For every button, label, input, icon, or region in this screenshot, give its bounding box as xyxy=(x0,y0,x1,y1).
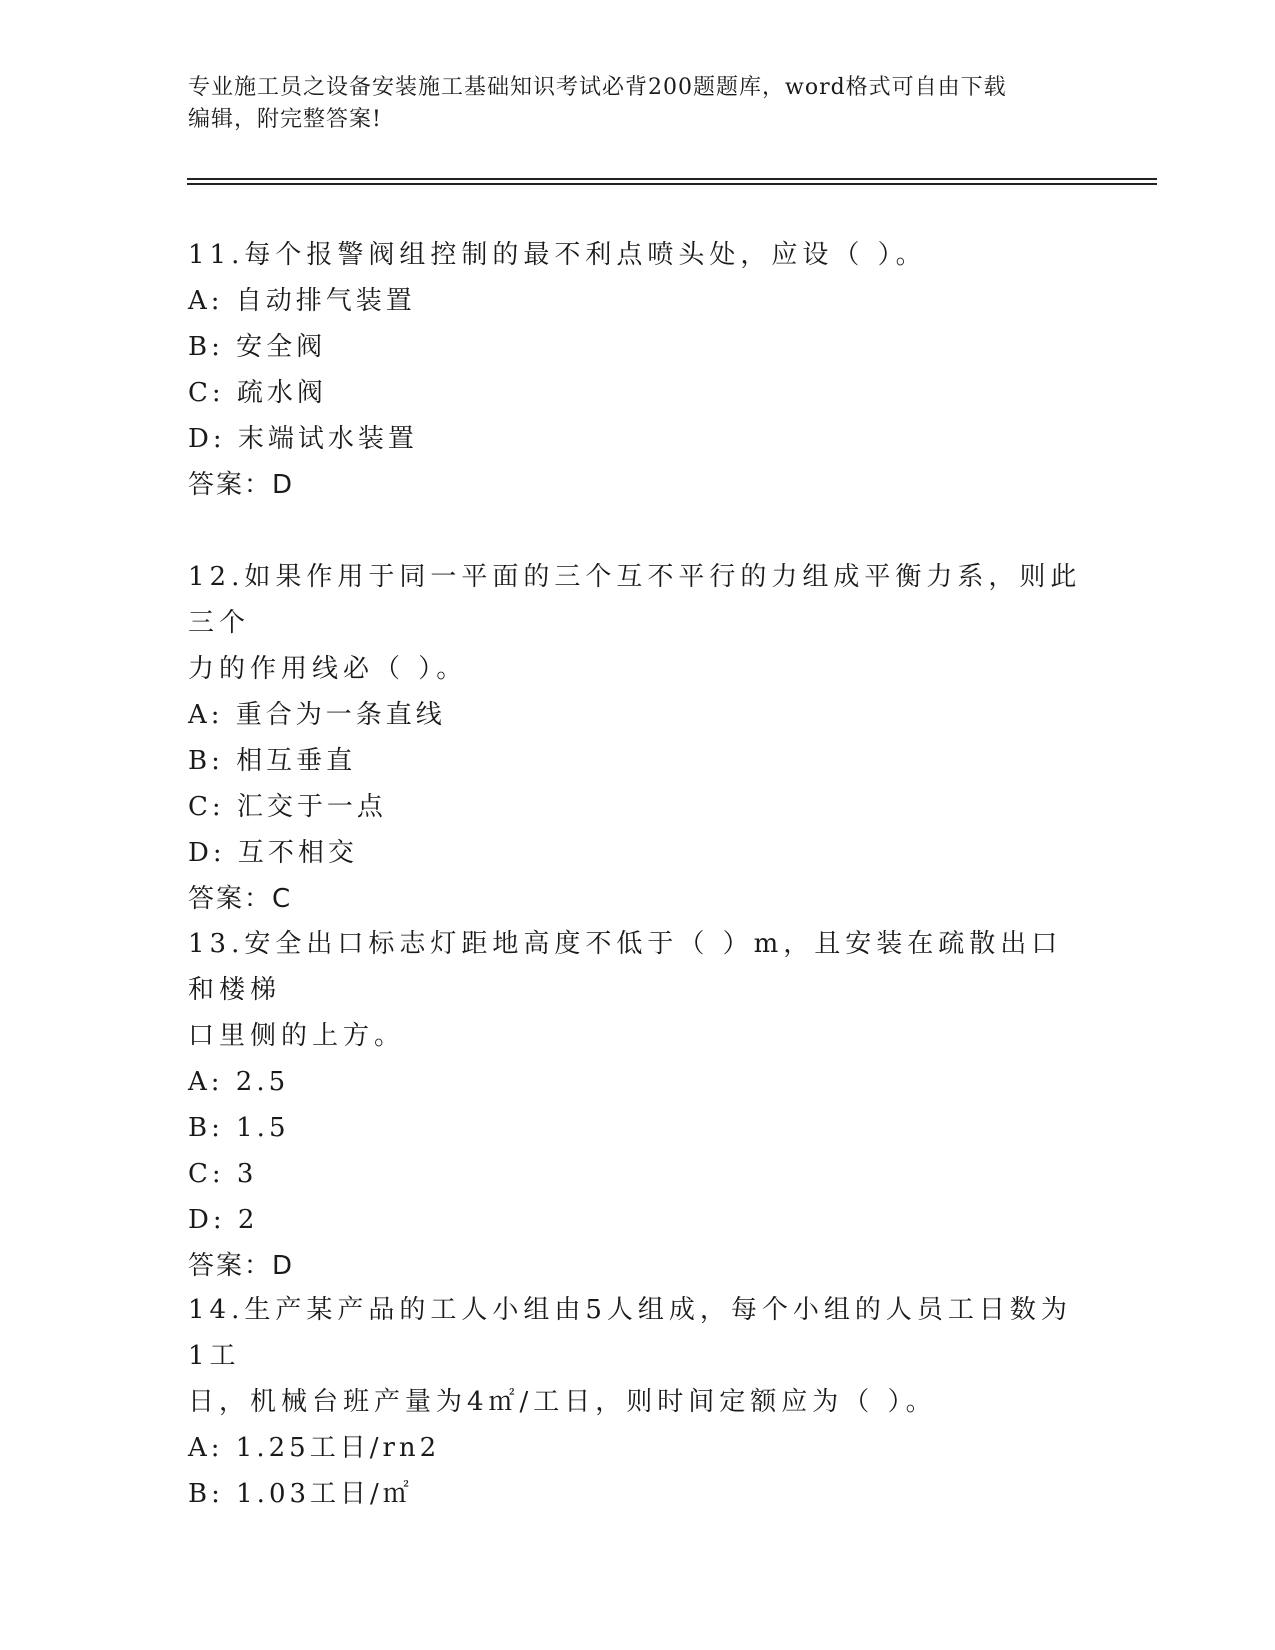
option-c: C: 汇交于一点 xyxy=(188,792,387,822)
option-a: A: 1.25工日/rn2 xyxy=(188,1433,441,1463)
question-stem-line-1: 14.生产某产品的工人小组由5人组成，每个小组的人员工日数为1工 xyxy=(188,1295,1072,1371)
question-11 xyxy=(188,232,1088,508)
question-12 xyxy=(188,554,1088,922)
answer: 答案：D xyxy=(188,1251,295,1281)
question-13 xyxy=(188,921,1088,1289)
document-header xyxy=(188,72,1068,136)
header-divider-bottom xyxy=(187,183,1157,185)
option-b: B: 1.03工日/㎡ xyxy=(188,1479,413,1509)
option-a: A: 重合为一条直线 xyxy=(188,700,446,730)
option-a: A: 2.5 xyxy=(188,1067,290,1097)
option-a: A: 自动排气装置 xyxy=(188,286,416,316)
option-c: C: 3 xyxy=(188,1159,258,1189)
option-d: D: 互不相交 xyxy=(188,838,358,868)
option-d: D: 末端试水装置 xyxy=(188,424,418,454)
answer: 答案：C xyxy=(188,884,293,914)
header-title-line-1: 专业施工员之设备安装施工基础知识考试必背200题题库，word格式可自由下载 xyxy=(188,75,1007,100)
option-c: C: 疏水阀 xyxy=(188,378,327,408)
question-stem-line-2: 力的作用线必（ ）。 xyxy=(188,654,468,684)
question-stem-line-2: 口里侧的上方。 xyxy=(188,1021,406,1051)
option-d: D: 2 xyxy=(188,1205,259,1235)
question-14 xyxy=(188,1287,1088,1517)
answer: 答案：D xyxy=(188,470,295,500)
option-b: B: 1.5 xyxy=(188,1113,290,1143)
question-stem-line-2: 日，机械台班产量为4㎡/工日，则时间定额应为（ ）。 xyxy=(188,1387,937,1417)
question-stem-line-1: 12.如果作用于同一平面的三个互不平行的力组成平衡力系，则此三个 xyxy=(188,562,1082,638)
option-b: B: 相互垂直 xyxy=(188,746,357,776)
question-stem-line-1: 13.安全出口标志灯距地高度不低于（ ）m，且安装在疏散出口和楼梯 xyxy=(188,929,1063,1005)
header-divider-top xyxy=(187,178,1157,180)
header-title-line-2: 编辑，附完整答案! xyxy=(188,107,382,132)
option-b: B: 安全阀 xyxy=(188,332,327,362)
question-stem: 11.每个报警阀组控制的最不利点喷头处，应设（ ）。 xyxy=(188,240,927,270)
